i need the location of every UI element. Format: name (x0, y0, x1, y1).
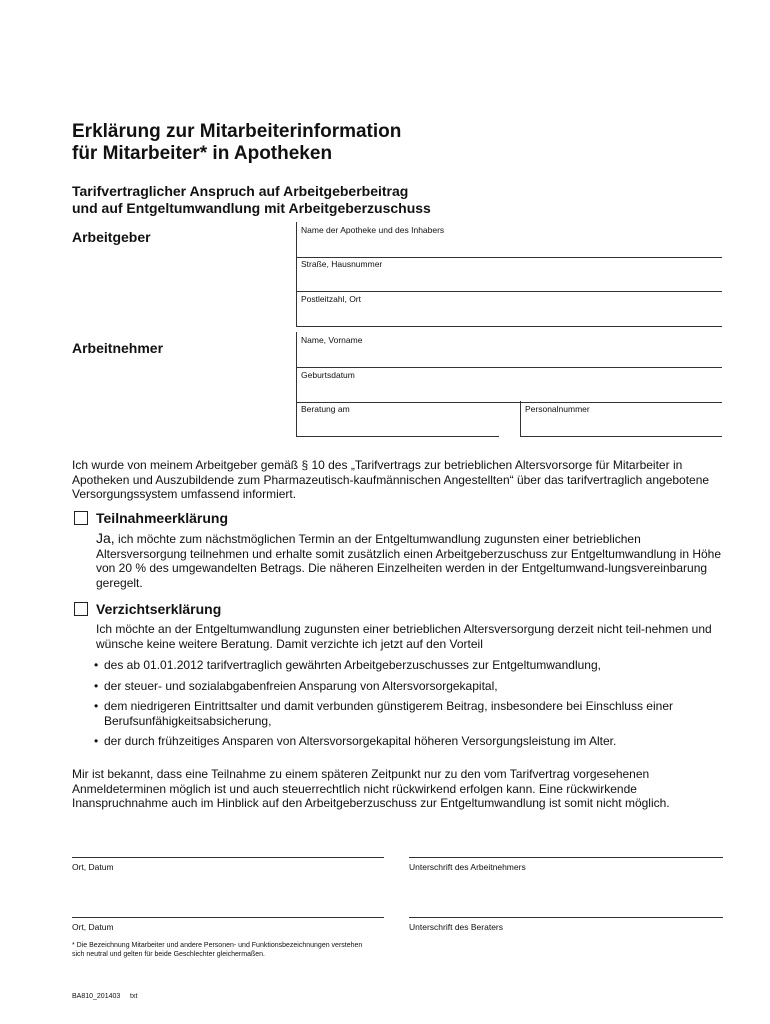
employee-name-field[interactable] (296, 332, 722, 368)
waiver-benefits-list (94, 658, 726, 755)
employer-heading: Arbeitgeber (72, 229, 151, 245)
advisor-signature-line[interactable] (409, 917, 723, 918)
list-item: • des ab 01.01.2012 tarifvertraglich gewährten Arbeitgeberzuschusses zur Entgeltumwandlung, (94, 658, 726, 673)
consultation-date-field[interactable] (296, 401, 499, 437)
subtitle-line-1: Tarifvertraglicher Anspruch auf Arbeitgeberbeitrag (72, 183, 409, 199)
employer-city-label: Postleitzahl, Ort (301, 294, 361, 304)
form-code-suffix: txt (130, 993, 138, 1000)
waiver-text: Ich möchte an der Entgeltumwandlung zugunsten einer betrieblichen Altersversorgung derzeit nicht teil-nehmen und wünsche keine weitere Beratung. Damit verzichte ich jetzt auf den Vorteil (96, 622, 712, 651)
intro-paragraph: Ich wurde von meinem Arbeitgeber gemäß § 10 des „Tarifvertrags zur betrieblichen Altersvorsorge für Mitarbeiter in Apotheken und Auszubildende zum Pharmazeutisch-kaufmännischen Angestellten“ über das tarifvertraglich angebotene Versorgungssystem umfassend informiert. (72, 458, 710, 501)
participation-lead-word: Ja, (96, 530, 115, 546)
title-line-2: für Mitarbeiter* in Apotheken (72, 143, 333, 164)
employer-name-label: Name der Apotheke und des Inhabers (301, 225, 445, 235)
participation-body: ich möchte zum nächstmöglichen Termin an der Entgeltumwandlung zugunsten einer betrieblichen Altersversorgung teilnehmen und erhalte somit zusätzlich einen Arbeitgeberzuschuss zur Entgeltumwandlung in Höhe von 20 % des umgewandelten Betrags. Die näheren Einzelheiten werden in der Entgeltumwand-lungsvereinbarung geregelt. (96, 532, 722, 590)
list-item: • dem niedrigeren Eintrittsalter und damit verbunden günstigerem Beitrag, insbesondere bei Einschluss einer Berufsunfähigkeitsabsicherung, (94, 699, 726, 728)
employee-birthdate-field[interactable] (296, 367, 722, 403)
employee-birthdate-label: Geburtsdatum (301, 370, 355, 380)
employer-name-field[interactable] (296, 222, 722, 258)
waiver-checkbox[interactable] (74, 602, 88, 616)
employee-signature-line[interactable] (409, 857, 723, 858)
form-code-id: BA810_201403 (72, 993, 121, 1000)
participation-title: Teilnahmeerklärung (96, 510, 229, 526)
form-code (72, 993, 137, 1000)
employer-street-field[interactable] (296, 256, 722, 292)
employee-heading: Arbeitnehmer (72, 340, 164, 356)
employer-city-field[interactable] (296, 291, 722, 327)
participation-checkbox[interactable] (74, 511, 88, 525)
list-item: • der steuer- und sozialabgabenfreien Ansparung von Altersvorsorgekapital, (94, 679, 726, 694)
waiver-title: Verzichtserklärung (96, 601, 222, 617)
list-item: • der durch frühzeitiges Ansparen von Altersvorsorgekapital höheren Versorgungsleistung im Alter. (94, 734, 726, 749)
place-date-label-1: Ort, Datum (72, 862, 114, 872)
document-subtitle (72, 183, 431, 217)
footnote: * Die Bezeichnung Mitarbeiter und andere Personen- und Funktionsbezeichnungen verstehen sich neutral und gelten für beide Geschlechter gleichermaßen. (72, 942, 363, 958)
advisor-signature-label: Unterschrift des Beraters (409, 922, 504, 932)
notice-paragraph: Mir ist bekannt, dass eine Teilnahme zu einem späteren Zeitpunkt nur zu den vom Tarifvertrag vorgesehenen Anmeldeterminen möglich ist und auch steuerrechtlich nicht rückwirkend erfolgen kann. Eine rückwirkende Inanspruchnahme auch im Hinblick auf den Arbeitgeberzuschuss zur Entgeltumwandlung ist somit nicht möglich. (72, 767, 670, 810)
document-title (72, 121, 401, 165)
employee-signature-label: Unterschrift des Arbeitnehmers (409, 862, 526, 872)
employer-street-label: Straße, Hausnummer (301, 259, 383, 269)
place-date-line-1[interactable] (72, 857, 384, 858)
personnel-number-field[interactable] (520, 401, 722, 437)
consultation-date-label: Beratung am (301, 404, 350, 414)
place-date-label-2: Ort, Datum (72, 922, 114, 932)
subtitle-line-2: und auf Entgeltumwandlung mit Arbeitgeberzuschuss (72, 200, 431, 216)
participation-text (96, 531, 724, 590)
place-date-line-2[interactable] (72, 917, 384, 918)
employee-name-label: Name, Vorname (301, 335, 363, 345)
title-line-1: Erklärung zur Mitarbeiterinformation (72, 121, 402, 142)
personnel-number-label: Personalnummer (525, 404, 590, 414)
